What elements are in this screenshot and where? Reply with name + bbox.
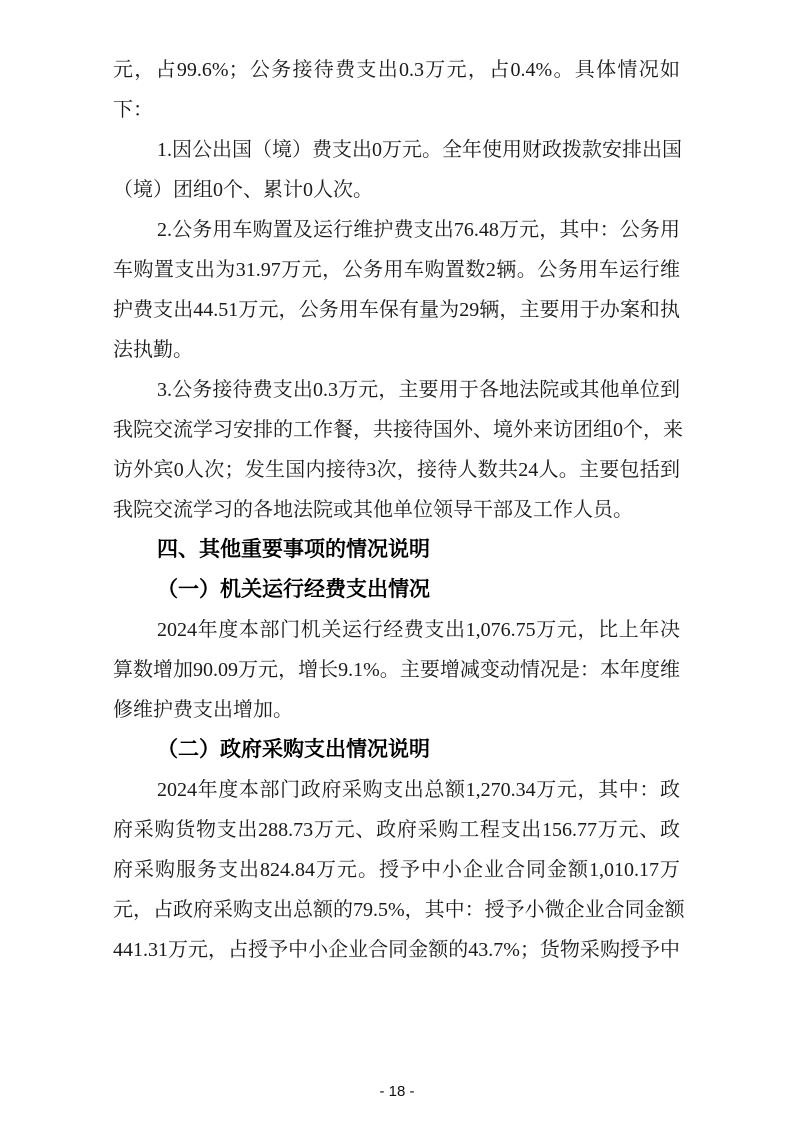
text-line: 我院交流学习安排的工作餐，共接待国外、境外来访团组0个，来 — [113, 419, 683, 441]
text-line: 府采购服务支出824.84万元。授予中小企业合同金额1,010.17万 — [113, 859, 680, 881]
document-body — [113, 50, 685, 970]
text-line: 元，占99.6%；公务接待费支出0.3万元，占0.4%。具体情况如 — [113, 59, 680, 81]
text-line: 1.因公出国（境）费支出0万元。全年使用财政拨款安排出国 — [157, 139, 682, 161]
heading-agency-operating-expenses: （一）机关运行经费支出情况 — [157, 578, 430, 601]
heading-other-important-matters: 四、其他重要事项的情况说明 — [157, 538, 430, 561]
text-line: 访外宾0人次；发生国内接待3次，接待人数共24人。主要包括到 — [113, 459, 680, 481]
text-line: 下： — [113, 99, 153, 121]
text-line: 2024年度本部门政府采购支出总额1,270.34万元，其中：政 — [157, 779, 680, 801]
text-line: 修维护费支出增加。 — [113, 699, 293, 721]
text-line: 3.公务接待费支出0.3万元，主要用于各地法院或其他单位到 — [157, 379, 680, 401]
paragraph-official-vehicles — [113, 210, 680, 370]
paragraph-operating-expenses-detail — [113, 610, 680, 730]
paragraph-procurement-detail — [113, 770, 685, 970]
paragraph-continued-from-previous-page — [113, 50, 680, 130]
text-line: 441.31万元，占授予中小企业合同金额的43.7%；货物采购授予中 — [113, 939, 680, 961]
text-line: 2024年度本部门机关运行经费支出1,076.75万元，比上年决 — [157, 619, 680, 641]
text-line: 护费支出44.51万元，公务用车保有量为29辆，主要用于办案和执 — [113, 299, 680, 321]
text-line: 2.公务用车购置及运行维护费支出76.48万元，其中：公务用 — [157, 219, 680, 241]
text-line: 算数增加90.09万元，增长9.1%。主要增减变动情况是：本年度维 — [113, 659, 680, 681]
text-line: 我院交流学习的各地法院或其他单位领导干部及工作人员。 — [113, 499, 633, 521]
text-line: 车购置支出为31.97万元，公务用车购置数2辆。公务用车运行维 — [113, 259, 680, 281]
paragraph-official-reception — [113, 370, 683, 530]
text-line: （境）团组0个、累计0人次。 — [113, 179, 373, 201]
page-number: - 18 - — [379, 1083, 415, 1100]
text-line: 法执勤。 — [113, 339, 193, 361]
text-line: 元，占政府采购支出总额的79.5%，其中：授予小微企业合同金额 — [113, 899, 685, 921]
paragraph-overseas-trips — [113, 130, 680, 210]
text-line: 府采购货物支出288.73万元、政府采购工程支出156.77万元、政 — [113, 819, 680, 841]
heading-government-procurement: （二）政府采购支出情况说明 — [157, 738, 430, 761]
